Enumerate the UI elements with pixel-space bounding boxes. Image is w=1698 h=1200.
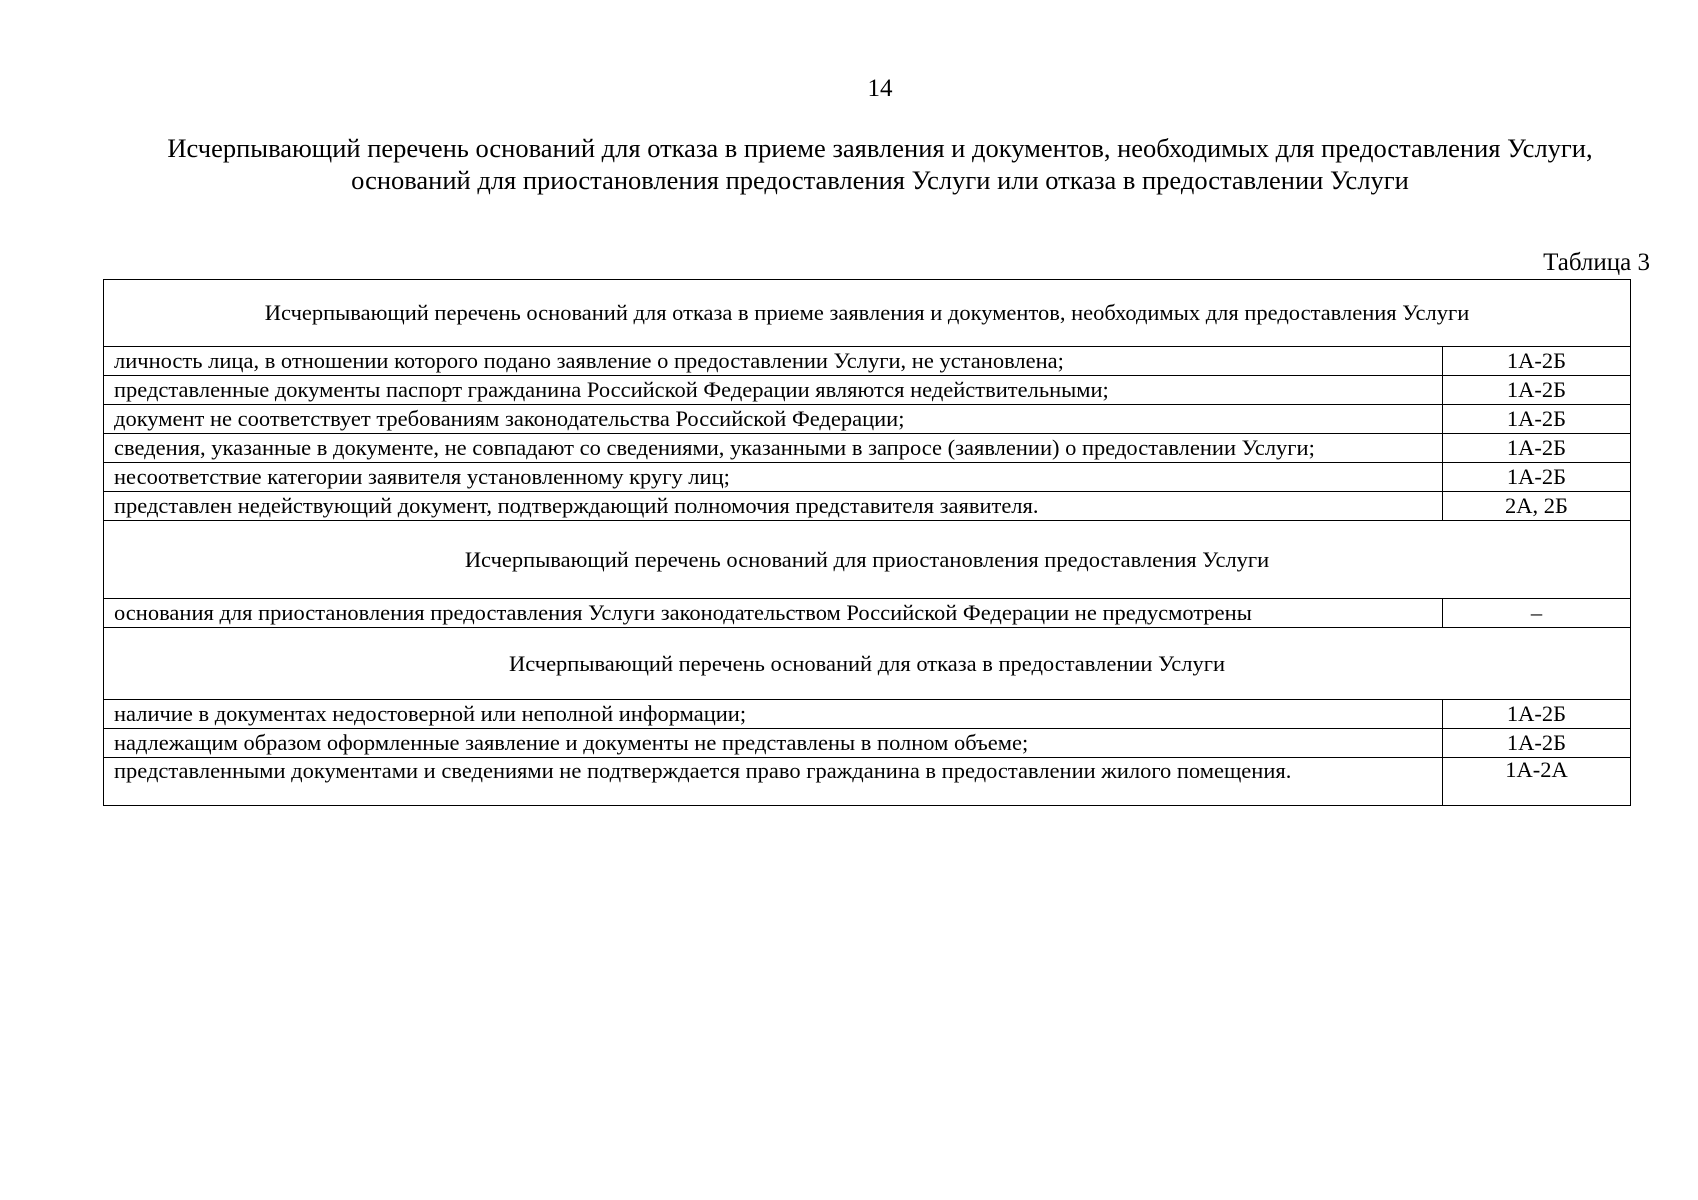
table-row: [104, 758, 1631, 806]
section-heading-refusal-acceptance: Исчерпывающий перечень оснований для отказа в приеме заявления и документов, необходимых для предоставления Услуги: [104, 280, 1631, 347]
ground-text: представлен недействующий документ, подтверждающий полномочия представителя заявителя.: [104, 492, 1443, 521]
ground-code: 1А-2Б: [1443, 729, 1631, 758]
ground-text: основания для приостановления предоставления Услуги законодательством Российской Федерации не предусмотрены: [104, 599, 1443, 628]
table-row: [104, 347, 1631, 376]
section-heading-refusal-service: Исчерпывающий перечень оснований для отказа в предоставлении Услуги: [104, 628, 1631, 700]
page-number: 14: [867, 75, 893, 102]
ground-code: 1А-2А: [1443, 758, 1631, 806]
table-row: [104, 405, 1631, 434]
grounds-table: [103, 279, 1631, 806]
ground-text: наличие в документах недостоверной или неполной информации;: [104, 700, 1443, 729]
table-row: [104, 492, 1631, 521]
document-title: Исчерпывающий перечень оснований для отказа в приеме заявления и документов, необходимых для предоставления Услуги, оснований для приостановления предоставления Услуги или отказа в предоставлении Услуги: [167, 133, 1593, 195]
ground-code: 1А-2Б: [1443, 376, 1631, 405]
table-row: [104, 463, 1631, 492]
ground-text: документ не соответствует требованиям законодательства Российской Федерации;: [104, 405, 1443, 434]
ground-code: 1А-2Б: [1443, 434, 1631, 463]
table-row: [104, 729, 1631, 758]
table-row: [104, 599, 1631, 628]
table-caption: Таблица 3: [1543, 249, 1650, 276]
ground-text: представленные документы паспорт гражданина Российской Федерации являются недействительными;: [104, 376, 1443, 405]
ground-code: 1А-2Б: [1443, 463, 1631, 492]
section-heading-row: [104, 628, 1631, 700]
ground-code: 2А, 2Б: [1443, 492, 1631, 521]
ground-text: личность лица, в отношении которого подано заявление о предоставлении Услуги, не установлена;: [104, 347, 1443, 376]
ground-text: сведения, указанные в документе, не совпадают со сведениями, указанными в запросе (заявлении) о предоставлении Услуги;: [104, 434, 1443, 463]
ground-code: 1А-2Б: [1443, 347, 1631, 376]
ground-text: представленными документами и сведениями не подтверждается право гражданина в предоставлении жилого помещения.: [104, 758, 1443, 806]
table-row: [104, 700, 1631, 729]
section-heading-row: [104, 521, 1631, 599]
table-row: [104, 376, 1631, 405]
table-row: [104, 434, 1631, 463]
section-heading-suspension: Исчерпывающий перечень оснований для приостановления предоставления Услуги: [104, 521, 1631, 599]
ground-code: 1А-2Б: [1443, 700, 1631, 729]
ground-code: 1А-2Б: [1443, 405, 1631, 434]
ground-text: несоответствие категории заявителя установленному кругу лиц;: [104, 463, 1443, 492]
ground-text: надлежащим образом оформленные заявление и документы не представлены в полном объеме;: [104, 729, 1443, 758]
section-heading-row: [104, 280, 1631, 347]
ground-code: –: [1443, 599, 1631, 628]
